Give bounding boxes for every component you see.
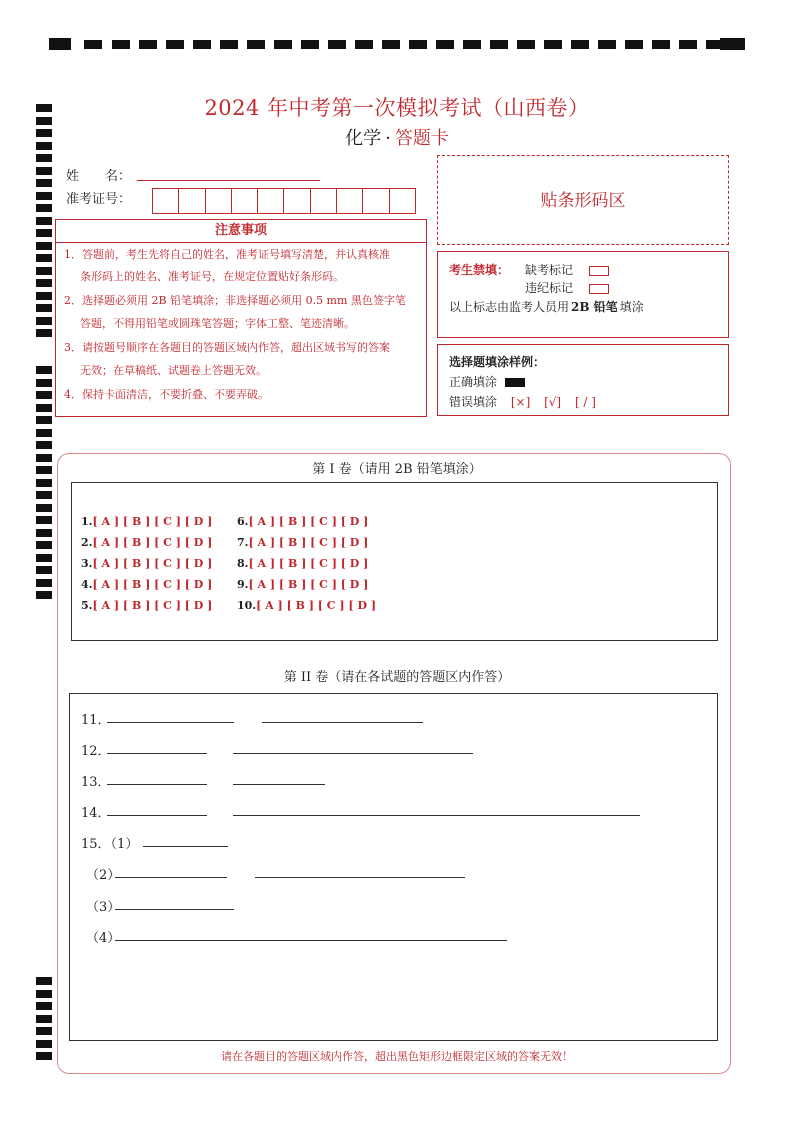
question-15-1-label: 15．（1） xyxy=(81,837,139,852)
timing-mark xyxy=(166,40,184,49)
choice-options[interactable]: [ A ] [ B ] [ C ] [ D ] xyxy=(92,578,213,591)
timing-mark xyxy=(36,541,52,549)
choice-options[interactable]: [ A ] [ B ] [ C ] [ D ] xyxy=(248,536,369,549)
absent-mark-row xyxy=(525,261,609,278)
choice-number: 7. xyxy=(237,536,249,549)
timing-mark xyxy=(36,1052,52,1060)
notice-item-1b: 条形码上的姓名、准考证号，在规定位置贴好条形码。 xyxy=(80,270,344,283)
timing-mark xyxy=(36,1040,52,1048)
choice-number: 3. xyxy=(81,557,93,570)
timing-mark xyxy=(36,167,52,175)
absent-mark-box[interactable] xyxy=(589,266,609,276)
choice-number: 5. xyxy=(81,599,93,612)
timing-mark xyxy=(112,40,130,49)
timing-mark xyxy=(36,529,52,537)
answer-blank-14b[interactable] xyxy=(233,815,640,816)
timing-mark xyxy=(36,379,52,387)
notice-item-4: 4．保持卡面清洁，不要折叠、不要弄破。 xyxy=(64,388,269,401)
choice-options[interactable]: [ A ] [ B ] [ C ] [ D ] xyxy=(256,599,377,612)
timing-mark xyxy=(355,40,373,49)
choice-options[interactable]: [ A ] [ B ] [ C ] [ D ] xyxy=(92,557,213,570)
timing-mark xyxy=(36,117,52,125)
choice-options[interactable]: [ A ] [ B ] [ C ] [ D ] xyxy=(248,578,369,591)
timing-mark xyxy=(36,516,52,524)
timing-mark xyxy=(247,40,265,49)
choice-row-8[interactable] xyxy=(237,557,368,570)
timing-mark xyxy=(36,579,52,587)
timing-mark xyxy=(36,267,52,275)
choice-row-10[interactable] xyxy=(237,599,376,612)
choice-row-6[interactable] xyxy=(237,515,368,528)
answer-blank-13a[interactable] xyxy=(107,784,207,785)
question-15-3-label: （3） xyxy=(86,900,121,915)
timing-mark xyxy=(36,1002,52,1010)
timing-mark xyxy=(36,229,52,237)
timing-mark xyxy=(36,591,52,599)
question-11-label: 11． xyxy=(81,713,111,728)
timing-mark xyxy=(328,40,346,49)
timing-mark xyxy=(490,40,508,49)
id-label: 准考证号： xyxy=(66,192,132,207)
choice-number: 6. xyxy=(237,515,249,528)
timing-mark xyxy=(36,491,52,499)
free-answer-box xyxy=(69,693,718,1041)
notice-box xyxy=(55,219,427,417)
choice-row-4[interactable] xyxy=(81,578,212,591)
timing-mark xyxy=(36,416,52,424)
forbidden-label: 考生禁填： xyxy=(449,263,510,277)
notice-item-2b: 答题，不得用铅笔或圆珠笔答题；字体工整、笔迹清晰。 xyxy=(80,317,355,330)
timing-mark xyxy=(36,142,52,150)
timing-mark xyxy=(652,40,670,49)
timing-mark xyxy=(36,292,52,300)
timing-mark xyxy=(625,40,643,49)
timing-mark xyxy=(36,429,52,437)
timing-mark xyxy=(36,129,52,137)
answer-blank-12b[interactable] xyxy=(233,753,473,754)
part1-title: 第 I 卷（请用 2B 铅笔填涂） xyxy=(312,462,482,477)
choice-number: 8. xyxy=(237,557,249,570)
answer-blank-11a[interactable] xyxy=(107,722,234,723)
card-type-label: 答题卡 xyxy=(394,128,449,149)
choice-row-1[interactable] xyxy=(81,515,212,528)
timing-mark xyxy=(36,566,52,574)
forbidden-note: 以上标志由监考人员用 2B 铅笔 填涂 xyxy=(449,300,644,314)
notice-item-1a: 1．答题前，考生先将自己的姓名，准考证号填写清楚，并认真核准 xyxy=(64,248,390,261)
barcode-label: 贴条形码区 xyxy=(540,191,626,211)
answer-blank-15-3[interactable] xyxy=(115,909,234,910)
sample-box xyxy=(437,344,729,416)
answer-blank-15-1[interactable] xyxy=(143,846,228,847)
barcode-area xyxy=(437,155,729,245)
answer-blank-11b[interactable] xyxy=(262,722,423,723)
timing-mark xyxy=(679,40,697,49)
answer-blank-14a[interactable] xyxy=(107,815,207,816)
timing-mark xyxy=(463,40,481,49)
absent-label: 缺考标记 xyxy=(525,263,574,277)
sample-title: 选择题填涂样例： xyxy=(449,355,546,369)
question-13-label: 13． xyxy=(81,775,111,790)
choice-row-3[interactable] xyxy=(81,557,212,570)
timing-mark xyxy=(720,38,745,50)
filled-mark xyxy=(505,378,525,387)
correct-label: 正确填涂 xyxy=(449,375,498,389)
timing-mark xyxy=(274,40,292,49)
choice-options[interactable]: [ A ] [ B ] [ C ] [ D ] xyxy=(92,536,213,549)
violation-mark-row xyxy=(525,279,609,296)
timing-mark xyxy=(36,391,52,399)
question-14-label: 14． xyxy=(81,806,111,821)
choice-number: 10. xyxy=(237,599,257,612)
timing-mark xyxy=(409,40,427,49)
timing-mark xyxy=(436,40,454,49)
timing-mark xyxy=(36,504,52,512)
choice-options[interactable]: [ A ] [ B ] [ C ] [ D ] xyxy=(248,515,369,528)
notice-item-2a: 2．选择题必须用 2B 铅笔填涂；非选择题必须用 0.5 mm 黑色签字笔 xyxy=(64,294,406,307)
timing-mark xyxy=(36,479,52,487)
timing-mark xyxy=(49,38,71,50)
timing-mark xyxy=(36,1015,52,1023)
notice-item-3a: 3．请按题号顺序在各题目的答题区域内作答，超出区域书写的答案 xyxy=(64,341,390,354)
timing-mark xyxy=(36,279,52,287)
wrong-sample-row xyxy=(449,393,596,410)
choice-options[interactable]: [ A ] [ B ] [ C ] [ D ] xyxy=(92,599,213,612)
timing-mark xyxy=(193,40,211,49)
notice-item-3b: 无效；在草稿纸、试题卷上答题无效。 xyxy=(80,364,267,377)
timing-mark xyxy=(220,40,238,49)
notice-title: 注意事项 xyxy=(56,220,426,243)
timing-mark xyxy=(36,441,52,449)
question-15-2-label: （2） xyxy=(86,868,121,883)
timing-mark xyxy=(36,304,52,312)
choice-row-5[interactable] xyxy=(81,599,212,612)
exam-title: 2024 年中考第一次模拟考试（山西卷） xyxy=(204,96,590,120)
timing-mark xyxy=(36,154,52,162)
answer-blank-15-2b[interactable] xyxy=(255,877,465,878)
timing-mark xyxy=(571,40,589,49)
timing-mark xyxy=(36,366,52,374)
timing-mark xyxy=(139,40,157,49)
timing-mark xyxy=(36,466,52,474)
choice-row-9[interactable] xyxy=(237,578,368,591)
choice-row-7[interactable] xyxy=(237,536,368,549)
wrong-mark-cross: [×] xyxy=(510,395,531,409)
timing-mark xyxy=(36,404,52,412)
wrong-mark-slash: [ / ] xyxy=(574,395,596,409)
wrong-mark-check: [√] xyxy=(544,395,562,409)
timing-mark xyxy=(36,990,52,998)
timing-mark xyxy=(301,40,319,49)
subject-label: 化学 xyxy=(345,128,382,149)
violation-label: 违纪标记 xyxy=(525,281,574,295)
question-15-4-label: （4） xyxy=(86,931,121,946)
answer-blank-15-2a[interactable] xyxy=(115,877,227,878)
timing-mark xyxy=(36,977,52,985)
part2-title: 第 II 卷（请在各试题的答题区内作答） xyxy=(283,670,511,685)
answer-blank-12a[interactable] xyxy=(107,753,207,754)
timing-mark xyxy=(36,242,52,250)
timing-mark xyxy=(598,40,616,49)
timing-mark xyxy=(36,192,52,200)
name-label: 姓 名： xyxy=(66,169,132,184)
timing-mark xyxy=(84,40,102,49)
forbidden-box xyxy=(437,251,729,338)
answer-blank-13b[interactable] xyxy=(233,784,325,785)
answer-blank-15-4[interactable] xyxy=(115,940,507,941)
timing-mark xyxy=(382,40,400,49)
timing-mark xyxy=(36,254,52,262)
violation-mark-box[interactable] xyxy=(589,284,609,294)
timing-mark xyxy=(544,40,562,49)
timing-mark xyxy=(517,40,535,49)
choice-number: 2. xyxy=(81,536,93,549)
wrong-label: 错误填涂 xyxy=(449,395,498,409)
choice-row-2[interactable] xyxy=(81,536,212,549)
timing-mark xyxy=(36,204,52,212)
timing-mark xyxy=(36,317,52,325)
footer-note: 请在各题目的答题区域内作答，超出黑色矩形边框限定区域的答案无效！ xyxy=(221,1050,573,1063)
id-cells[interactable] xyxy=(152,188,416,214)
timing-mark xyxy=(36,104,52,112)
timing-mark xyxy=(36,179,52,187)
name-field[interactable] xyxy=(137,180,320,181)
card-subtitle xyxy=(0,124,794,150)
timing-mark xyxy=(36,554,52,562)
choice-options[interactable]: [ A ] [ B ] [ C ] [ D ] xyxy=(248,557,369,570)
separator: · xyxy=(385,128,391,149)
timing-mark xyxy=(36,217,52,225)
question-12-label: 12． xyxy=(81,744,111,759)
choice-options[interactable]: [ A ] [ B ] [ C ] [ D ] xyxy=(92,515,213,528)
choice-number: 9. xyxy=(237,578,249,591)
choice-number: 1. xyxy=(81,515,93,528)
choice-number: 4. xyxy=(81,578,93,591)
correct-sample-row xyxy=(449,373,525,390)
timing-mark xyxy=(36,329,52,337)
timing-mark xyxy=(36,454,52,462)
timing-mark xyxy=(36,1027,52,1035)
